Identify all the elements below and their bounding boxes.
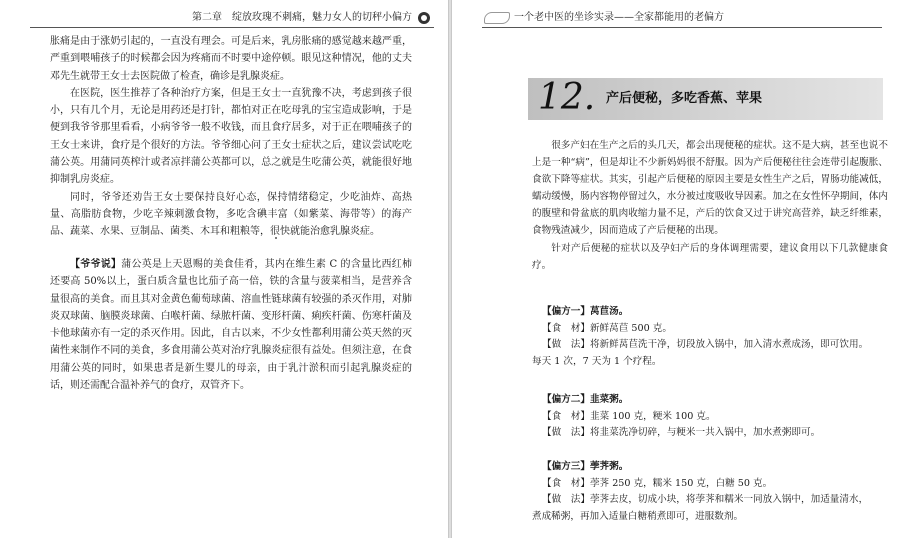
recipe-1	[532, 304, 888, 370]
right-header-rule	[482, 27, 882, 28]
right-page	[452, 0, 900, 538]
left-page-header	[192, 8, 430, 24]
stray-dot	[275, 237, 277, 239]
left-paragraph-2: 在医院，医生推荐了各种治疗方案，但是王女士一直犹豫不决，考虑到孩子很小，只有几个月，无论是用药还是打针，都怕对正在吃母乳的宝宝造成影响，于是便到我爷爷那里看看，小病爷爷一般不收钱，而且食疗居多，对于正在喂哺孩子的王女士来讲，食疗是个很好的方法。爷爷细心问了王女士症状之后，建议尝试吃吃蒲公英。用蒲同英榨汁或者凉拌蒲公英都可以，总之就是生吃蒲公英，就能很好地抑制乳房炎症。	[50, 87, 412, 186]
recipe-2-method: 【做 法】将韭菜洗净切碎，与粳米一共入锅中，加水煮粥即可。	[542, 427, 821, 439]
recipe-2	[532, 392, 888, 442]
left-main-text	[50, 33, 412, 241]
recipe-1-method: 【做 法】将新鲜莴苣洗干净，切段放入锅中，加入清水煮成汤，即可饮用。	[542, 339, 869, 351]
recipe-2-title: 【偏方二】韭菜粥。	[542, 394, 629, 405]
recipe-3-title: 【偏方三】荸荠粥。	[542, 461, 629, 472]
recipe-3-method: 【做 法】荸荠去皮，切成小块，将荸荠和糯米一同放入锅中，加适量清水，	[542, 494, 869, 506]
right-header-text: 一个老中医的坐诊实录——全家都能用的老偏方	[514, 12, 724, 23]
left-page	[0, 0, 448, 538]
section-title: 产后便秘，多吃香蕉、苹果	[606, 91, 763, 106]
recipe-3	[532, 459, 888, 525]
right-paragraph-1: 很多产妇在生产之后的头几天，都会出现便秘的症状。这不是大病，甚至也说不上是一种“病”，但是却让不少新妈妈很不舒服。因为产后便秘往往会连带引起腹胀、食欲下降等症状。其实，引起产后便秘的原因主要是女性生产之后，胃肠功能减低，蠕动缓慢，肠内容物停留过久，水分被过度吸收导因素。加之在女性怀孕期间，体内的腹壁和骨盆底的肌肉收缩力量不足，产后的饮食又过于讲究高营养，缺乏纤维素，食物残渣减少，因而造成了产后便秘的出现。	[532, 140, 888, 237]
recipe-1-title: 【偏方一】莴苣汤。	[542, 306, 629, 317]
note-text: 蒲公英是上天恩赐的美食佳肴，其内在维生素 C 的含量比西红柿还要高 50%以上，蛋白质含量也比茄子高一倍，铁的含量与菠菜相当，是营养含量很高的美食。而且其对金黄色葡萄球菌、溶血性链球菌有较强的杀灭作用，对肺炎双球菌、脑膜炎球菌、白喉杆菌、绿脓杆菌、变形杆菌、痢疾杆菌、伤寒杆菌及卡他球菌亦有一定的杀灭作用。因此，自古以来，不少女性都利用蒲公英天然的灭菌性来制作不同的美食，多食用蒲公英对治疗乳腺炎症很有益处。但须注意，在食用蒲公英的同时，如果患者是新生婴儿的母亲，由于乳汁淤积而引起乳腺炎症的话，则还需配合温补养气的食疗，双管齐下。	[50, 259, 413, 392]
left-header-text: 第二章 绽放玫瑰不刺痛，魅力女人的切秤小偏方	[192, 12, 412, 23]
left-paragraph-3: 同时，爷爷还劝告王女士要保持良好心态，保持情绪稳定，少吃油炸、高热量、高脂肪食物，少吃辛辣刺激食物，多吃含碘丰富（如紫菜、海带等）的海产品、蔬菜、水果、豆制品、菌类、木耳和粗粮等，很快就能治愈乳腺炎症。	[50, 191, 412, 238]
decorative-swirl-icon	[484, 12, 510, 24]
left-header-rule	[30, 27, 434, 28]
recipe-1-method-cont: 每天 1 次，7 天为 1 个疗程。	[532, 355, 662, 367]
section-number: 12.	[538, 77, 596, 118]
right-page-header	[484, 8, 724, 24]
recipe-1-ingredients: 【食 材】新鲜莴苣 500 克。	[542, 322, 672, 334]
left-paragraph-1: 胀痛是由于涨奶引起的，一直没有理会。可是后来，乳房胀痛的感觉越来越严重，严重到喂哺孩子的时候都会因为疼痛而不时要中途停顿。眼见这种情况，他的丈夫邓先生就带王女士去医院做了检查，确诊是乳腺炎症。	[50, 36, 412, 82]
grandpa-says-note	[50, 256, 412, 394]
right-paragraph-2: 针对产后便秘的症状以及孕妇产后的身体调理需要，建议食用以下几款健康食疗。	[532, 242, 888, 271]
right-main-text	[532, 137, 888, 274]
chapter-emblem-icon	[418, 12, 430, 24]
recipe-3-ingredients: 【食 材】荸荠 250 克，糯米 150 克，白糖 50 克。	[542, 477, 773, 489]
note-label: 【爷爷说】	[70, 259, 122, 270]
section-title-bar	[528, 78, 883, 120]
recipe-2-ingredients: 【食 材】韭菜 100 克，粳米 100 克。	[542, 410, 716, 422]
recipe-3-method-cont: 煮成稀粥，再加入适量白糖稍煮即可，进服数剂。	[532, 510, 744, 522]
